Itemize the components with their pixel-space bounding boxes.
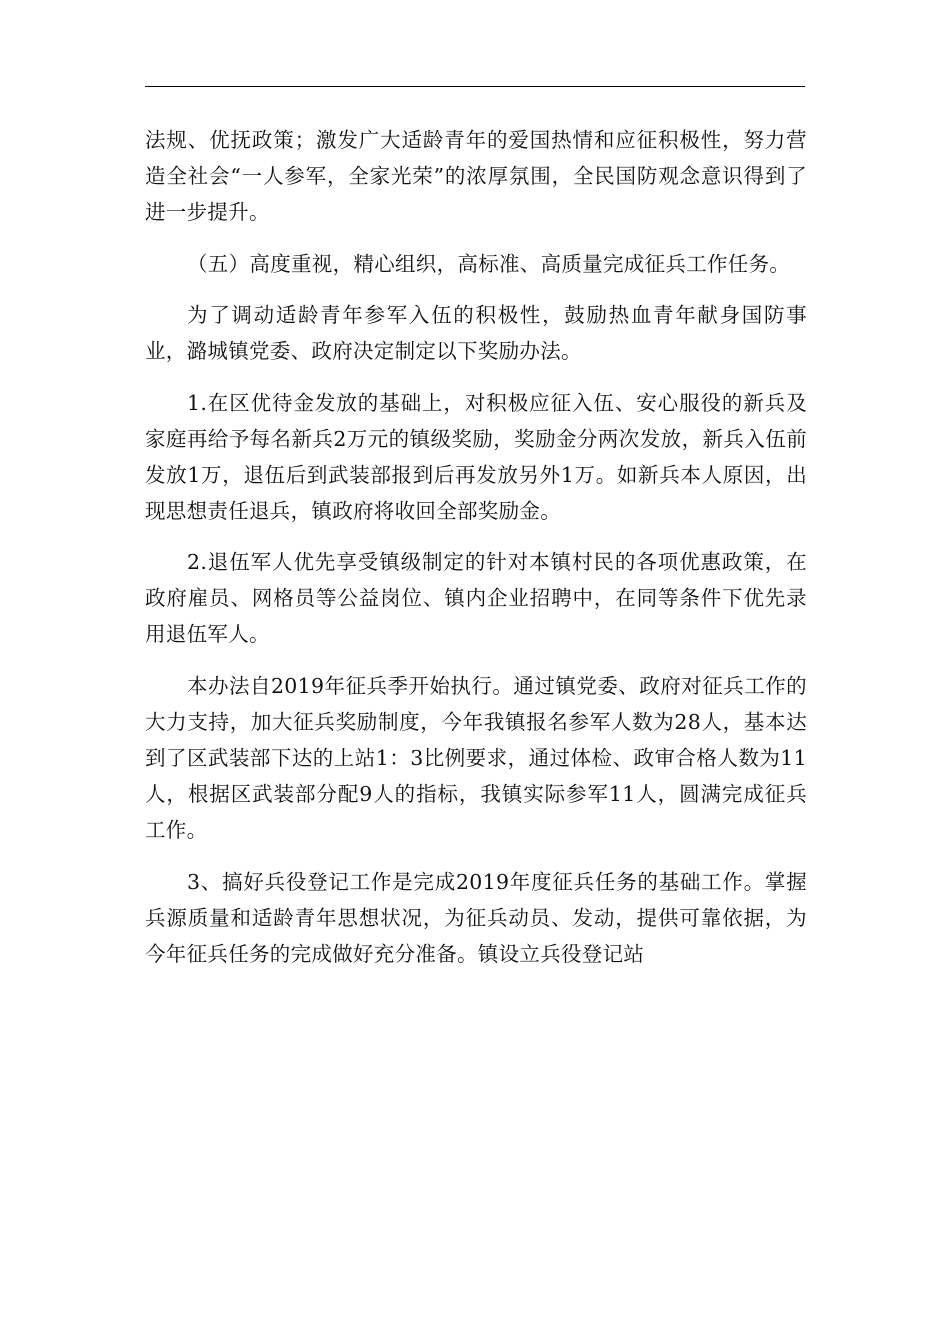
paragraph-section-five-heading: （五）高度重视，精心组织，高标准、高质量完成征兵工作任务。 [187,251,791,276]
paragraph-reward-item-1: 1.在区优待金发放的基础上，对积极应征入伍、安心服役的新兵及家庭再给予每名新兵2万元的镇级奖励，奖励金分两次发放，新兵入伍前发放1万，退伍后到武装部报到后再发放另外1万。如新兵本人原因，出现思想责任退兵，镇政府将收回全部奖励金。 [145,390,807,523]
paragraph-reward-intro: 为了调动适龄青年参军入伍的积极性，鼓励热血青年献身国防事业，潞城镇党委、政府决定制定以下奖励办法。 [145,303,807,364]
document-body [145,122,807,972]
paragraph-publicity-result: 法规、优抚政策；激发广大适龄青年的爱国热情和应征积极性，努力营造全社会“一人参军，全家光荣”的浓厚氛围，全民国防观念意识得到了进一步提升。 [145,128,807,224]
paragraph-implementation-result: 本办法自2019年征兵季开始执行。通过镇党委、政府对征兵工作的大力支持，加大征兵奖励制度，今年我镇报名参军人数为28人，基本达到了区武装部下达的上站1：3比例要求，通过体检、政审合格人数为11人，根据区武装部分配9人的指标，我镇实际参军11人，圆满完成征兵工作。 [145,673,807,842]
paragraph-reward-item-2: 2.退伍军人优先享受镇级制定的针对本镇村民的各项优惠政策，在政府雇员、网格员等公益岗位、镇内企业招聘中，在同等条件下优先录用退伍军人。 [145,550,807,647]
header-rule [145,86,805,87]
paragraph-registration-work: 3、搞好兵役登记工作是完成2019年度征兵任务的基础工作。掌握兵源质量和适龄青年思想状况，为征兵动员、发动，提供可靠依据，为今年征兵任务的完成做好充分准备。镇设立兵役登记站 [145,869,807,966]
